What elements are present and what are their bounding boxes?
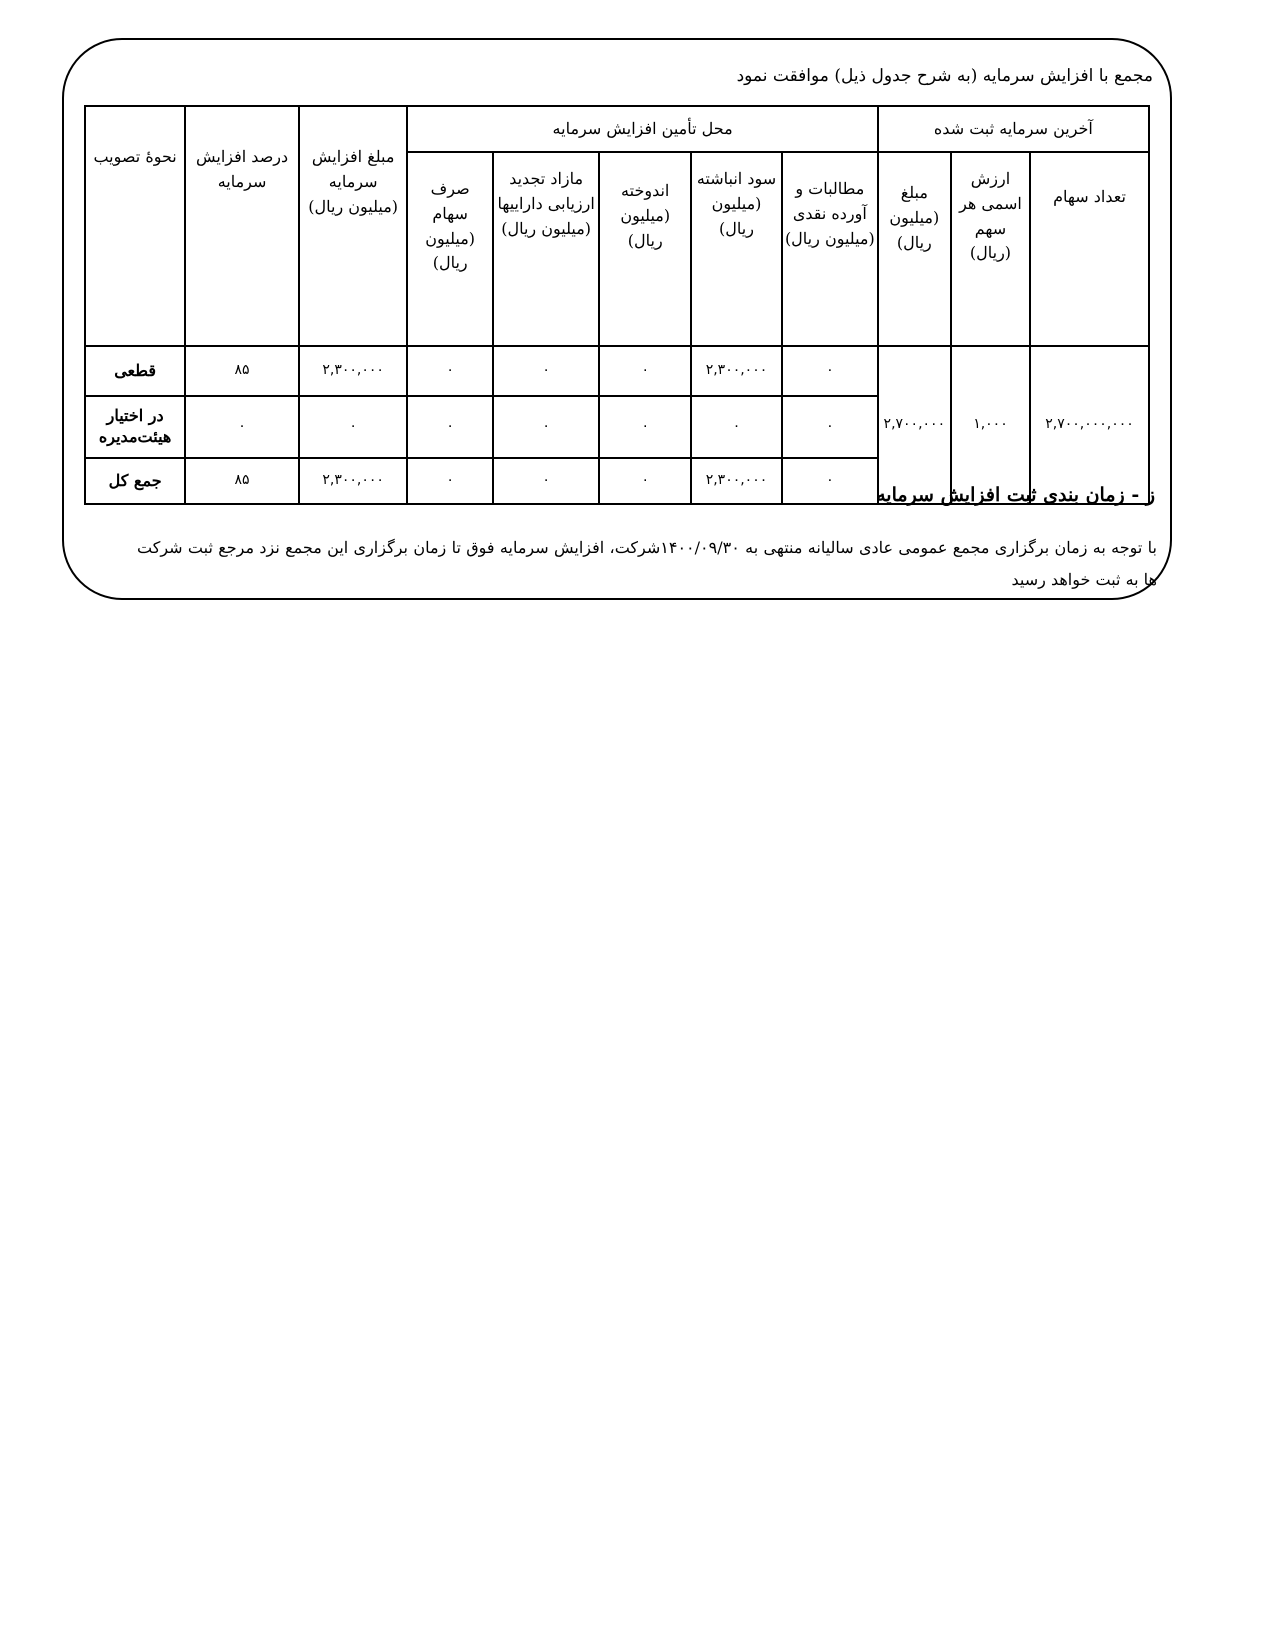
header-registered-amount: مبلغ (میلیون ریال) [878, 152, 951, 346]
table-row [85, 346, 1149, 396]
header-registered-capital: آخرین سرمایه ثبت شده [878, 106, 1149, 152]
header-increase-percent: درصد افزایش سرمایه [185, 106, 299, 346]
approval-label-cell: جمع کل [85, 458, 185, 504]
header-retained-earnings: سود انباشته (میلیون ریال) [691, 152, 782, 346]
intro-text: مجمع با افزایش سرمایه (به شرح جدول ذیل) موافقت نمود [736, 66, 1153, 86]
header-receivables: مطالبات و آورده نقدی (میلیون ریال) [782, 152, 878, 346]
reserve-cell: ۰ [599, 396, 691, 458]
receivables-cell: ۰ [782, 396, 878, 458]
header-shares-count: تعداد سهام [1030, 152, 1149, 346]
header-increase-amount: مبلغ افزایش سرمایه (میلیون ریال) [299, 106, 407, 346]
increase-amount-cell: ۰ [299, 396, 407, 458]
section-title: ز - زمان بندی ثبت افزایش سرمایه [876, 484, 1155, 506]
header-reserve: اندوخته (میلیون ریال) [599, 152, 691, 346]
receivables-cell: ۰ [782, 458, 878, 504]
header-share-premium: صرف سهام (میلیون ریال) [407, 152, 493, 346]
reserve-cell: ۰ [599, 458, 691, 504]
increase-amount-cell: ۲,۳۰۰,۰۰۰ [299, 458, 407, 504]
premium-cell: ۰ [407, 396, 493, 458]
approval-label-cell: قطعی [85, 346, 185, 396]
registered-shares-value: ۲,۷۰۰,۰۰۰,۰۰۰ [1030, 346, 1149, 504]
premium-cell: ۰ [407, 458, 493, 504]
revaluation-cell: ۰ [493, 396, 599, 458]
revaluation-cell: ۰ [493, 458, 599, 504]
registration-paragraph: با توجه به زمان برگزاری مجمع عمومی عادی سالیانه منتهی به ۱۴۰۰/۰۹/۳۰شرکت، افزایش سرمایه فوق تا زمان برگزاری این مجمع نزد مرجع ثبت شرکت ها به ثبت خواهد رسید [137, 538, 1157, 589]
registered-amount-value: ۲,۷۰۰,۰۰۰ [878, 346, 951, 504]
reserve-cell: ۰ [599, 346, 691, 396]
header-revaluation-surplus: مازاد تجدید ارزیابی داراییها (میلیون ریال) [493, 152, 599, 346]
premium-cell: ۰ [407, 346, 493, 396]
retained-cell: ۲,۳۰۰,۰۰۰ [691, 346, 782, 396]
retained-cell: ۰ [691, 396, 782, 458]
capital-increase-table [84, 105, 1150, 505]
header-funding-source: محل تأمین افزایش سرمایه [407, 106, 877, 152]
increase-amount-cell: ۲,۳۰۰,۰۰۰ [299, 346, 407, 396]
receivables-cell: ۰ [782, 346, 878, 396]
revaluation-cell: ۰ [493, 346, 599, 396]
header-approval-method: نحوهٔ تصویب [85, 106, 185, 346]
header-par-value: ارزش اسمی هر سهم (ریال) [951, 152, 1030, 346]
retained-cell: ۲,۳۰۰,۰۰۰ [691, 458, 782, 504]
approval-label-cell: در اختیار هیئت‌مدیره [85, 396, 185, 458]
increase-percent-cell: ۸۵ [185, 458, 299, 504]
registered-par-value: ۱,۰۰۰ [951, 346, 1030, 504]
increase-percent-cell: ۰ [185, 396, 299, 458]
increase-percent-cell: ۸۵ [185, 346, 299, 396]
